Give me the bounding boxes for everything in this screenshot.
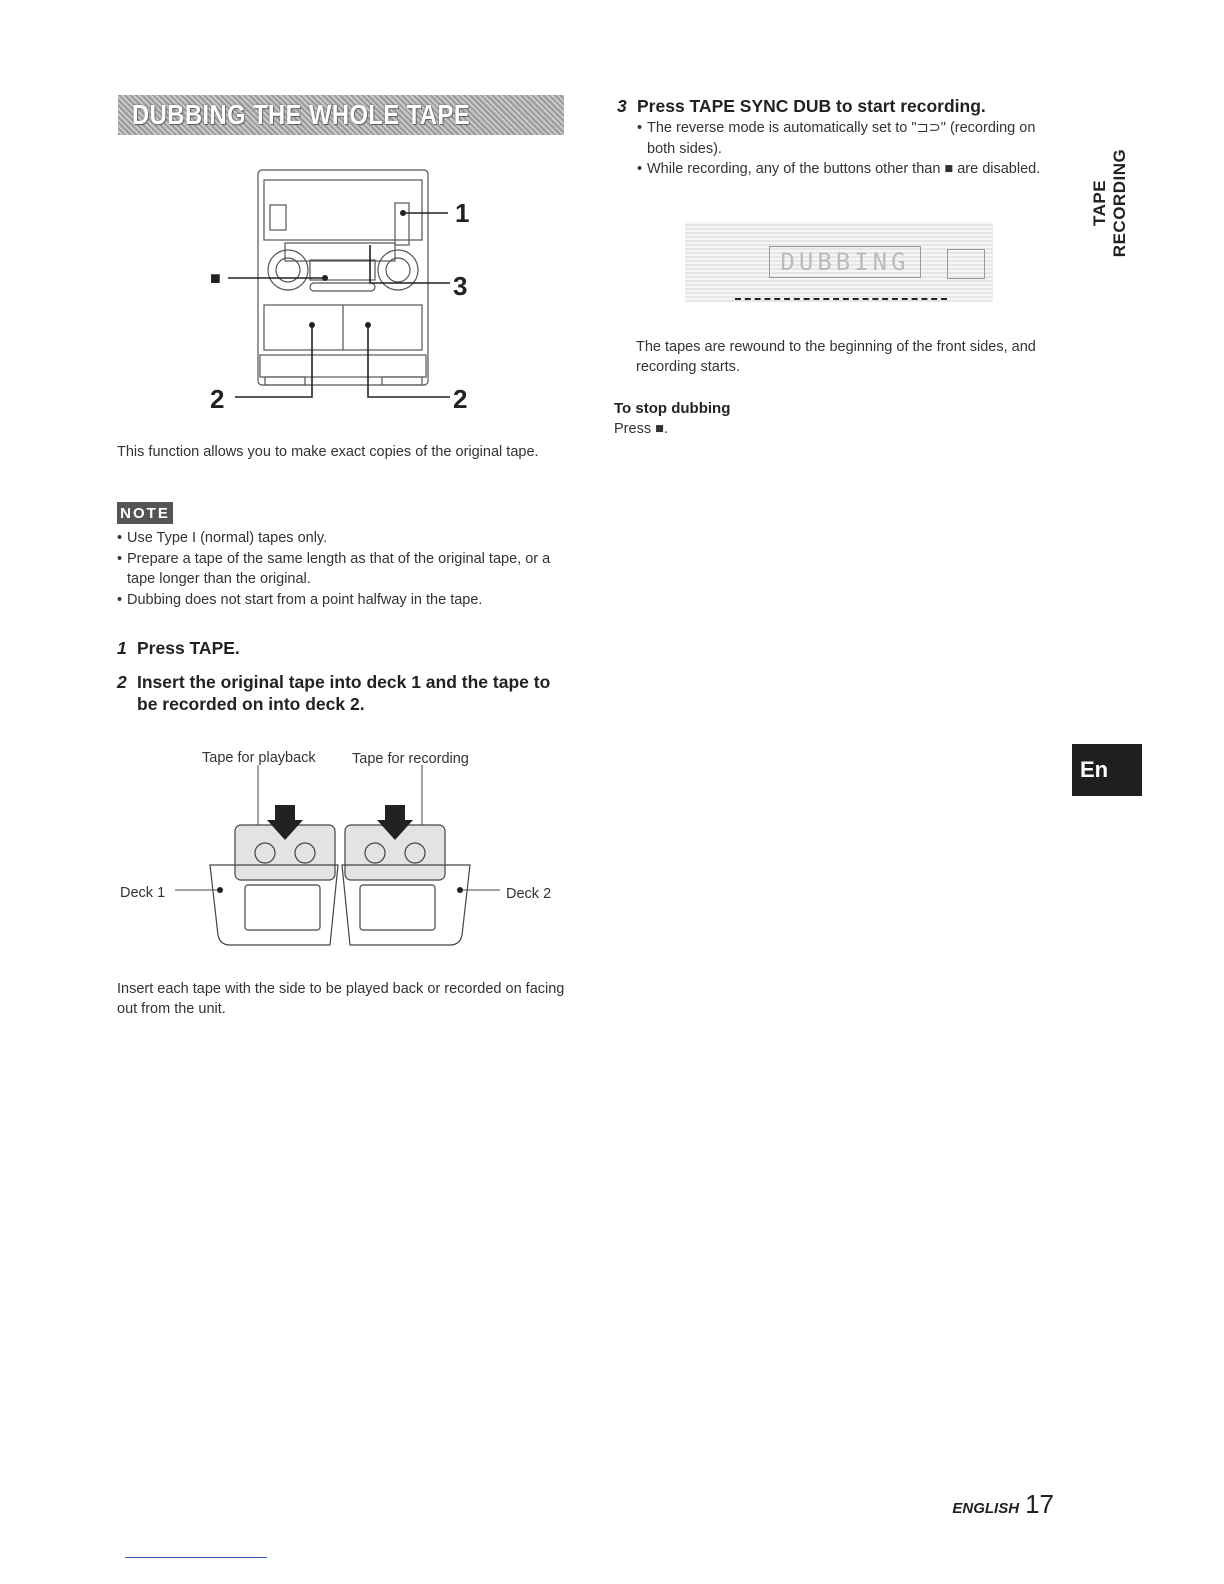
section-title-banner [118, 95, 564, 135]
label-deck-2: Deck 2 [506, 886, 552, 902]
stop-dubbing-heading: To stop dubbing [614, 400, 731, 417]
stereo-unit-illustration [200, 165, 490, 415]
page-number: 17 [1025, 1489, 1054, 1519]
step-text: Insert the original tape into deck 1 and the tape to be recorded on into deck 2. [137, 672, 551, 714]
stop-symbol-callout: ■ [210, 268, 221, 288]
note-label: NOTE [117, 502, 173, 524]
rewind-paragraph: The tapes are rewound to the beginning of the front sides, and recording starts. [636, 339, 1036, 375]
display-underline [735, 298, 947, 300]
insert-paragraph: Insert each tape with the side to be played back or recorded on facing out from the unit. [117, 981, 565, 1017]
step-2 [117, 671, 567, 715]
step-text: Press TAPE SYNC DUB to start recording. [637, 96, 986, 116]
display-tape-indicator [947, 249, 985, 279]
step-1 [117, 637, 567, 659]
stop-dubbing-text: Press ■. [614, 421, 668, 437]
note-item: • Use Type I (normal) tapes only. [117, 528, 567, 549]
footer-rule [125, 1557, 267, 1558]
display-readout: DUBBING [769, 246, 921, 278]
label-deck-1: Deck 1 [120, 885, 166, 901]
label-tape-for-playback: Tape for playback [202, 750, 316, 766]
page-footer [952, 1489, 1054, 1520]
label-tape-for-recording: Tape for recording [352, 751, 469, 767]
callout-3: 3 [453, 271, 468, 301]
intro-paragraph: This function allows you to make exact copies of the original tape. [117, 444, 539, 460]
display-panel [685, 222, 993, 302]
step-3-bullets [637, 118, 1065, 180]
callout-2-right: 2 [453, 384, 468, 414]
section-title: DUBBING THE WHOLE TAPE [132, 99, 471, 130]
bullet-item: • The reverse mode is automatically set to "⊐⊃" (recording on both sides). [637, 118, 1065, 159]
callout-1: 1 [455, 198, 470, 228]
language-tab: En [1072, 744, 1142, 796]
note-item: • Prepare a tape of the same length as that of the original tape, or a tape longer than the original. [117, 549, 567, 590]
step-number: 2 [117, 672, 127, 692]
footer-language: ENGLISH [952, 1500, 1020, 1517]
step-text: Press TAPE. [137, 638, 240, 658]
step-number: 3 [617, 96, 627, 116]
notes-list [117, 528, 567, 610]
note-item: • Dubbing does not start from a point halfway in the tape. [117, 590, 567, 611]
vertical-section-tab: TAPE RECORDING [1090, 148, 1129, 258]
callout-2-left: 2 [210, 384, 225, 414]
bullet-item: • While recording, any of the buttons other than ■ are disabled. [637, 159, 1065, 180]
step-3 [617, 95, 1057, 117]
step-number: 1 [117, 638, 127, 658]
deck-illustration [170, 765, 500, 955]
